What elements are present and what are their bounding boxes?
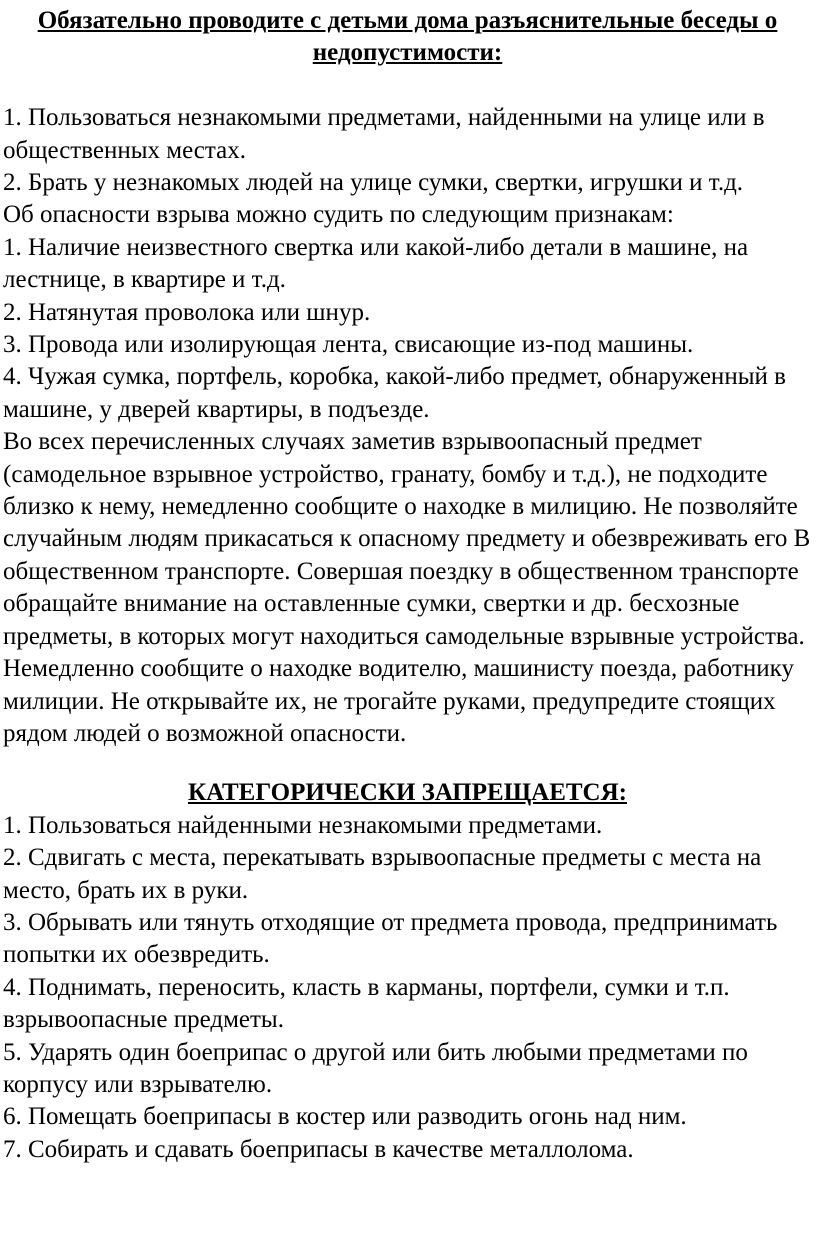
signs-lead: Об опасности взрыва можно судить по следующим признакам: [3, 201, 674, 229]
intro-item-1: 1. Пользоваться незнакомыми предметами, найденными на улице или в общественных местах. [3, 104, 765, 164]
intro-item-2: 2. Брать у незнакомых людей на улице сумки, свертки, игрушки и т.д. [3, 169, 744, 197]
blank-line [3, 70, 812, 102]
prohibited-item-1: 1. Пользоваться найденными незнакомыми предметами. [3, 811, 603, 839]
sign-item-2: 2. Натянутая проволока или шнур. [3, 298, 371, 326]
sign-item-4: 4. Чужая сумка, портфель, коробка, какой-либо предмет, обнаруженный в машине, у дверей квартиры, в подъезде. [3, 363, 786, 423]
document-page [0, 5, 816, 1259]
prohibited-item-2: 2. Сдвигать с места, перекатывать взрывоопасные предметы с места на место, брать их в руки. [3, 844, 762, 904]
safety-advice-paragraph: Во всех перечисленных случаях заметив взрывоопасный предмет (самодельное взрывное устройство, гранату, бомбу и т.д.), не подходите близко к нему, немедленно сообщите о находке в милицию. Не позволяйте случайным людям прикасаться к опасному предмету и обезвреживать его В общественном транспорте. Совершая поездку в общественном транспорте обращайте внимание на оставленные сумки, свертки и др. бесхозные предметы, в которых могут находиться самодельные взрывные устройства. Немедленно сообщите о находке водителю, машинисту поезда, работнику милиции. Не открывайте их, не трогайте руками, предупредите стоящих рядом людей о возможной опасности. [3, 428, 811, 747]
prohibited-item-6: 6. Помещать боеприпасы в костер или разводить огонь над ним. [3, 1103, 687, 1131]
prohibited-item-5: 5. Ударять один боеприпас о другой или бить любыми предметами по корпусу или взрывателю. [3, 1038, 748, 1098]
sign-item-3: 3. Провода или изолирующая лента, свисающие из-под машины. [3, 331, 694, 359]
prohibited-item-4: 4. Поднимать, переносить, класть в карманы, портфели, сумки и т.п. взрывоопасные предметы. [3, 973, 730, 1034]
prohibited-heading: КАТЕГОРИЧЕСКИ ЗАПРЕЩАЕТСЯ: [188, 779, 627, 807]
blank-line [3, 750, 812, 777]
prohibited-item-3: 3. Обрывать или тянуть отходящие от предмета провода, предпринимать попытки их обезвредить. [3, 908, 778, 969]
sign-item-1: 1. Наличие неизвестного свертка или какой-либо детали в машине, на лестнице, в квартире и т.д. [3, 233, 749, 294]
prohibited-item-7: 7. Собирать и сдавать боеприпасы в качестве металлолома. [3, 1135, 634, 1163]
intro-heading: Обязательно проводите с детьми дома разъяснительные беседы о недопустимости: [37, 7, 778, 67]
